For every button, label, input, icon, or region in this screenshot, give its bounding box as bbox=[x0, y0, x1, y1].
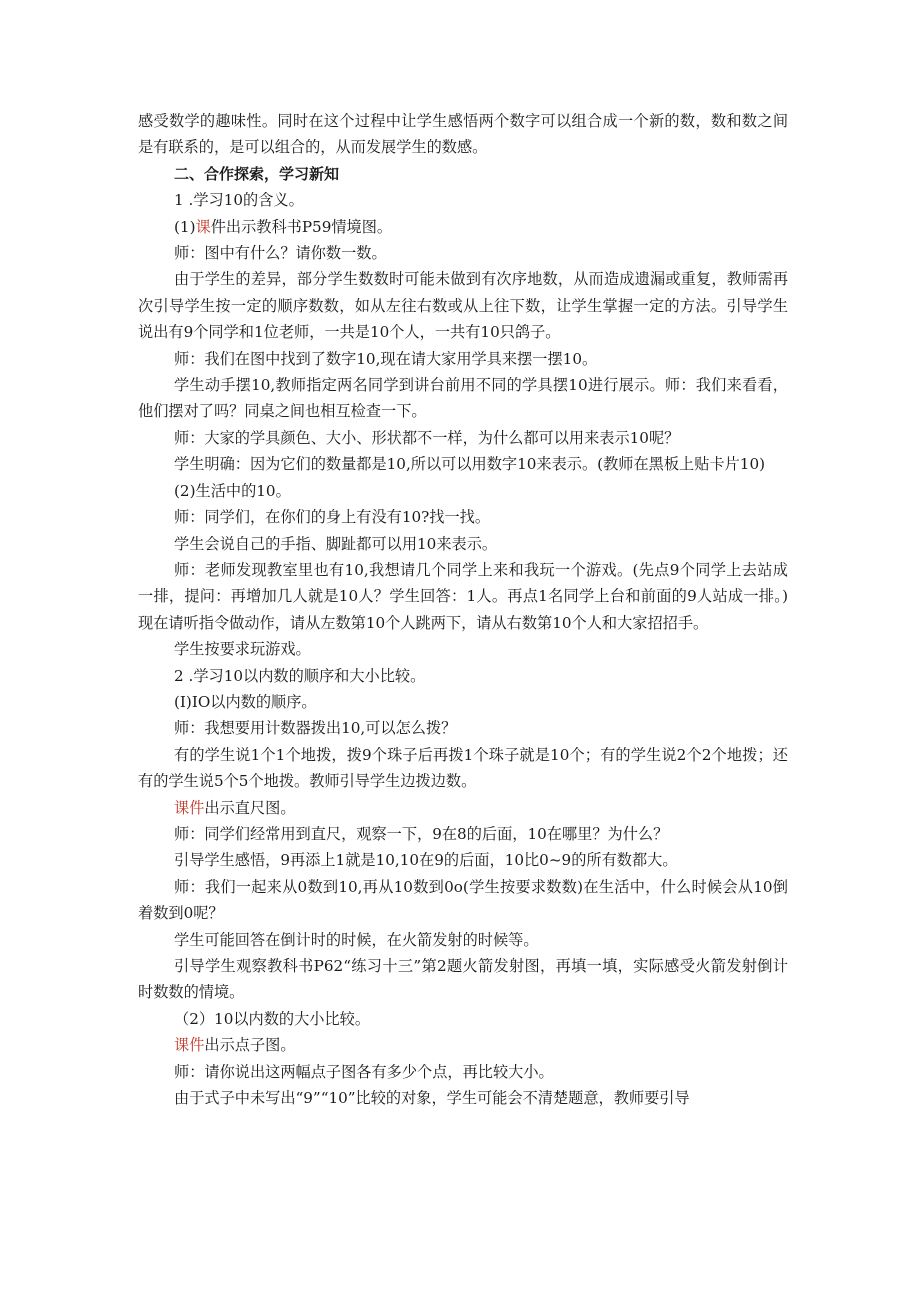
paragraph: 学生按要求玩游戏。 bbox=[174, 640, 311, 659]
paragraph: 学生明确：因为它们的数量都是10,所以可以用数字10来表示。(教师在黑板上贴卡片10) bbox=[174, 455, 766, 474]
paragraph: 师：同学们，在你们的身上有没有10?找一找。 bbox=[174, 508, 491, 527]
paragraph: 师：同学们经常用到直尺，观察一下，9在8的后面，10在哪里？为什么？ bbox=[174, 824, 669, 843]
highlighted-term: 课件 bbox=[174, 798, 205, 817]
paragraph: 师：我想要用计数器拨出10,可以怎么拨？ bbox=[174, 719, 457, 738]
subsection-title: （2）10以内数的大小比较。 bbox=[174, 1009, 371, 1028]
paragraph: 学生会说自己的手指、脚趾都可以用10来表示。 bbox=[174, 534, 498, 553]
paragraph: 引导学生观察教科书P62“练习十三”第2题火箭发射图，再填一填，实际感受火箭发射倒计时数数的情境。 bbox=[138, 957, 788, 1002]
paragraph: 师：请你说出这两幅点子图各有多少个点，再比较大小。 bbox=[174, 1062, 554, 1081]
paragraph: 有的学生说1个1个地拨，拨9个珠子后再拨1个珠子就是10个；有的学生说2个2个地拨；还有的学生说5个5个地拨。教师引导学生边拨边数。 bbox=[138, 745, 788, 791]
subsection-title: (2)生活中的10。 bbox=[174, 481, 291, 500]
paragraph: 由于式子中未写出“9”“10”比较的对象，学生可能会不清楚题意，教师要引导 bbox=[174, 1089, 690, 1108]
subsection-title: 2 .学习10以内数的顺序和大小比较。 bbox=[174, 666, 426, 685]
paragraph: 师：大家的学具颜色、大小、形状都不一样，为什么都可以用来表示10呢？ bbox=[174, 428, 680, 447]
paragraph: 师：我们一起来从0数到10,再从10数到0o(学生按要求数数)在生活中，什么时候会从10倒着数到0呢？ bbox=[138, 877, 788, 923]
paragraph: 师：我们在图中找到了数字10,现在请大家用学具来摆一摆10。 bbox=[174, 349, 598, 368]
paragraph: (1)课件出示教科书P59情境图。 bbox=[174, 217, 393, 236]
paragraph: 学生可能回答在倒计时的时候，在火箭发射的时候等。 bbox=[174, 930, 539, 949]
paragraph: 课件出示直尺图。 bbox=[174, 798, 296, 817]
paragraph: 引导学生感悟，9再添上1就是10,10在9的后面，10比0~9的所有数都大。 bbox=[174, 851, 678, 870]
paragraph: 学生动手摆10,教师指定两名同学到讲台前用不同的学具摆10进行展示。师：我们来看看，他们摆对了吗？同桌之间也相互检查一下。 bbox=[138, 376, 788, 421]
paragraph: 师：图中有什么？请你数一数。 bbox=[174, 244, 387, 263]
highlighted-term: 课 bbox=[195, 217, 211, 236]
section-heading: 二、合作探索，学习新知 bbox=[174, 164, 340, 183]
document-body bbox=[138, 108, 788, 1111]
paragraph: 课件出示点子图。 bbox=[174, 1036, 296, 1055]
subsection-title: 1 .学习10的含义。 bbox=[174, 191, 304, 210]
highlighted-term: 课件 bbox=[174, 1036, 205, 1055]
paragraph: 师：老师发现教室里也有10,我想请几个同学上来和我玩一个游戏。(先点9个同学上去站成一排，提问：再增加几人就是10人？学生回答：1人。再点1名同学上台和前面的9人站成一排。)现在请听指令做动作，请从左数第10个人跳两下，请从右数第10个人和大家招招手。 bbox=[138, 560, 788, 632]
paragraph: 感受数学的趣味性。同时在这个过程中让学生感悟两个数字可以组合成一个新的数，数和数之间是有联系的，是可以组合的，从而发展学生的数感。 bbox=[138, 112, 788, 157]
paragraph: 由于学生的差异，部分学生数数时可能未做到有次序地数，从而造成遗漏或重复，教师需再次引导学生按一定的顺序数数，如从左往右数或从上往下数，让学生掌握一定的方法。引导学生说出有9个同学和1位老师，一共是10个人，一共有10只鸽子。 bbox=[138, 270, 788, 342]
subsection-title: (I)IO以内数的顺序。 bbox=[174, 692, 317, 711]
